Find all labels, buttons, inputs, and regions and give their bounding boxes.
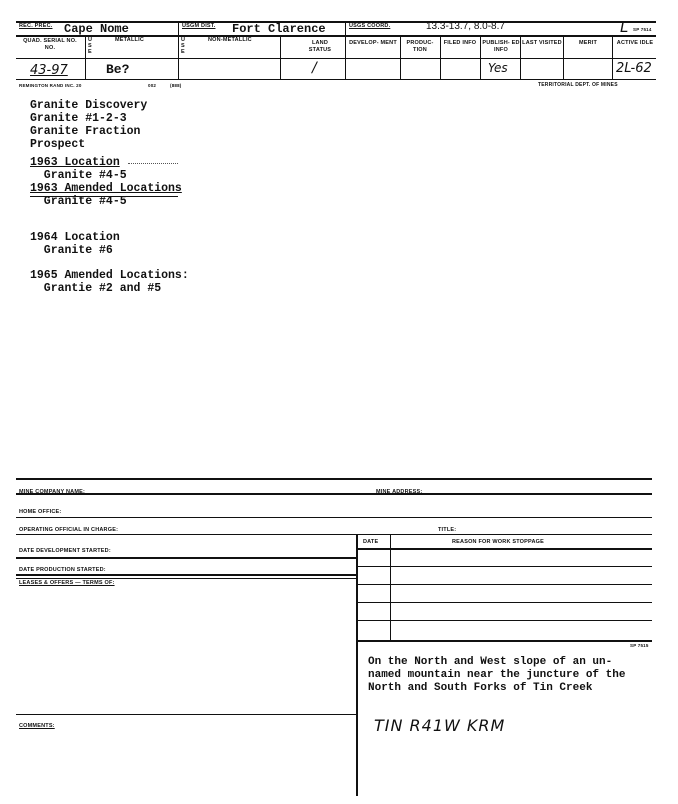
production-label: PRODUC- TION — [406, 40, 434, 53]
date-production-label: DATE PRODUCTION STARTED: — [19, 567, 106, 573]
metallic-label: METALLIC — [115, 37, 144, 43]
reason-col-label: REASON FOR WORK STOPPAGE — [452, 539, 544, 545]
home-office-label: HOME OFFICE: — [19, 509, 62, 515]
location-description — [368, 656, 625, 695]
location-line: On the North and West slope of an un- — [368, 656, 613, 668]
claim-line: 1965 Amended Locations: — [30, 269, 189, 282]
claim-line: 1964 Location — [30, 231, 120, 244]
comments-label: COMMENTS: — [19, 723, 55, 729]
active-idle-label: ACTIVE IDLE — [616, 40, 654, 46]
filed-info-label: FILED INFO — [443, 40, 477, 46]
printer-code-1: 002 — [148, 83, 157, 88]
metallic-value: Be? — [106, 62, 130, 77]
mine-address-label: MINE ADDRESS: — [376, 489, 423, 495]
land-status-value: / — [312, 60, 317, 76]
development-label: DEVELOP- MENT — [349, 40, 397, 46]
published-info-label: PUBLISH- ED INFO — [482, 40, 520, 53]
sp-number: SP 7514 — [633, 27, 652, 32]
usgm-dist-value: Fort Clarence — [232, 22, 326, 36]
mine-company-name-label: MINE COMPANY NAME: — [19, 489, 86, 495]
active-value: 2L-62 — [616, 61, 652, 76]
date-col-label: DATE — [363, 539, 379, 545]
handwritten-location: TIN R41W KRM — [374, 716, 506, 735]
usgs-coord-label: USGS COORD. — [349, 23, 391, 29]
territorial-dept: TERRITORIAL DEPT. OF MINES — [538, 82, 618, 88]
corner-mark: L — [620, 18, 629, 36]
claim-line: Granite #4-5 — [30, 195, 127, 208]
non-metallic-label: NON-METALLIC — [208, 37, 252, 43]
leases-offers-label: LEASES & OFFERS — TERMS OF: — [19, 580, 115, 586]
claim-line: Granite Discovery — [30, 99, 148, 112]
land-status-label: LAND STATUS — [308, 40, 332, 53]
claim-line: Granite #4-5 — [30, 169, 127, 182]
rec-prec-label: REC. PREC. — [19, 23, 53, 29]
usgm-dist-label: USGM DIST. — [182, 23, 216, 29]
rec-prec-value: Cape Nome — [64, 22, 129, 36]
usgs-coord-value: 13.3-13.7, 8.0-8.7 — [426, 21, 505, 32]
claim-line: 1963 Amended Locations — [30, 182, 182, 195]
printer-line: REMINGTON RAND INC. 20 — [19, 83, 82, 88]
underline-strike — [30, 196, 178, 197]
date-development-label: DATE DEVELOPMENT STARTED: — [19, 548, 111, 554]
sp-number-2: SP 7515 — [630, 643, 649, 648]
operating-official-label: OPERATING OFFICIAL IN CHARGE: — [19, 527, 119, 533]
quad-value: 43-97 — [30, 63, 68, 78]
claim-line: Granite #1-2-3 — [30, 112, 127, 125]
claim-line: Granite Fraction — [30, 125, 141, 138]
quad-serial-label: QUAD. SERIAL NO. NO. — [23, 38, 77, 51]
printer-code-2: (888) — [170, 83, 182, 88]
published-value: Yes — [488, 61, 508, 75]
claim-line: 1963 Location — [30, 156, 120, 169]
merit-label: MERIT — [578, 40, 598, 46]
location-line: named mountain near the juncture of the — [368, 669, 626, 681]
title-label: TITLE: — [438, 527, 457, 533]
use-label-1: U S E — [88, 37, 93, 55]
location-line: North and South Forks of Tin Creek — [368, 682, 593, 694]
claim-line: Grantie #2 and #5 — [30, 282, 162, 295]
dotted-trail — [128, 163, 178, 164]
claim-line: Granite #6 — [30, 244, 113, 257]
use-label-2: U S E — [181, 37, 186, 55]
last-visited-label: LAST VISITED — [522, 40, 562, 46]
claim-line: Prospect — [30, 138, 86, 151]
